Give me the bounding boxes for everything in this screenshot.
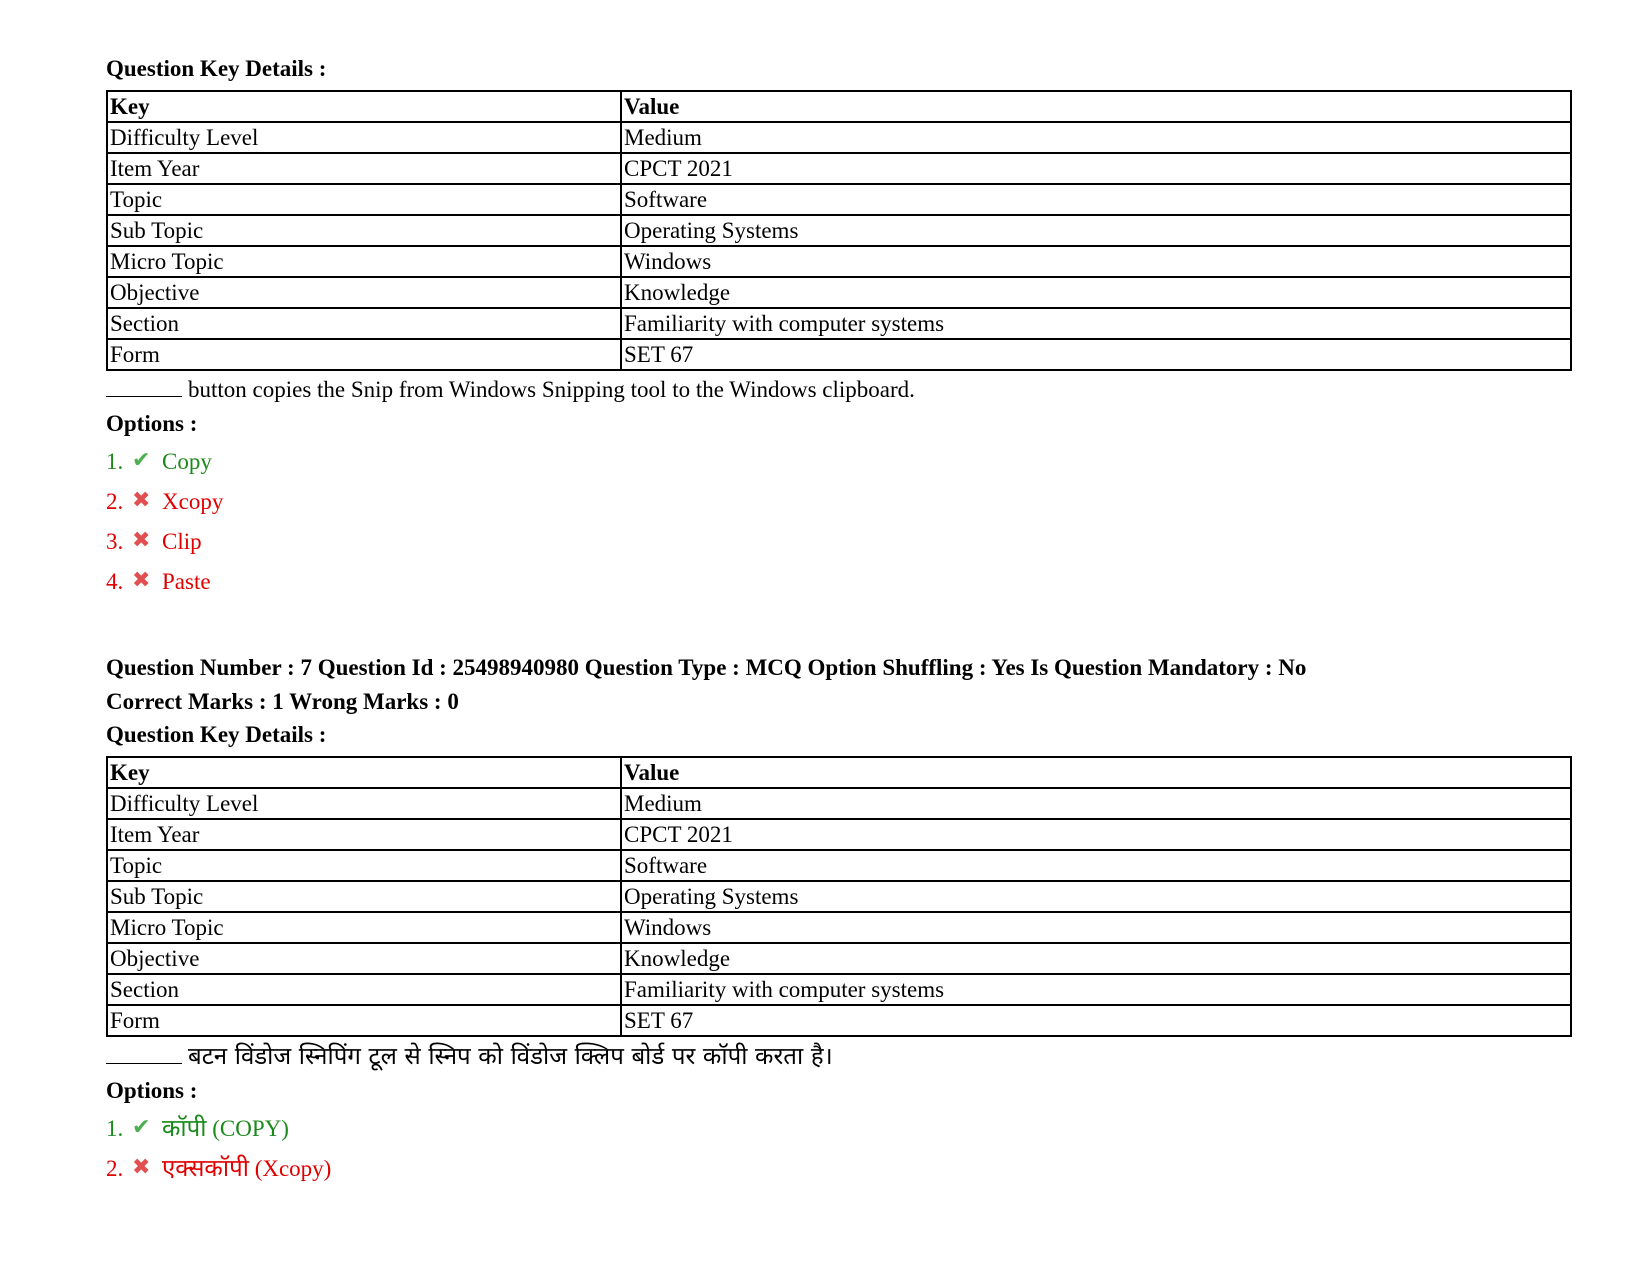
row-value: SET 67 (621, 1005, 1571, 1036)
question-text (106, 1039, 1576, 1074)
cross-icon: ✖ (132, 1154, 151, 1179)
option-number: 2. (106, 1156, 124, 1181)
option-item (106, 441, 1576, 481)
key-details-table (106, 756, 1572, 1037)
row-key: Item Year (107, 819, 621, 850)
key-details-table (106, 90, 1572, 371)
table-row (107, 1005, 1571, 1036)
row-value: Operating Systems (621, 881, 1571, 912)
option-text: Clip (162, 529, 202, 554)
check-icon: ✔ (132, 1114, 151, 1139)
key-details-heading: Question Key Details : (106, 722, 327, 747)
question-text-content: button copies the Snip from Windows Snipping tool to the Windows clipboard. (188, 377, 915, 402)
row-value: Medium (621, 788, 1571, 819)
option-text-english: (COPY) (212, 1116, 289, 1141)
table-row (107, 339, 1571, 370)
header-value: Value (621, 91, 1571, 122)
row-value: Windows (621, 246, 1571, 277)
option-text-hindi: कॉपी (162, 1114, 207, 1142)
table-row (107, 850, 1571, 881)
row-key: Form (107, 339, 621, 370)
row-value: Familiarity with computer systems (621, 308, 1571, 339)
table-row (107, 308, 1571, 339)
cross-icon: ✖ (132, 567, 151, 592)
table-row (107, 881, 1571, 912)
cross-icon: ✖ (132, 527, 151, 552)
row-key: Objective (107, 943, 621, 974)
table-row (107, 277, 1571, 308)
row-value: Operating Systems (621, 215, 1571, 246)
header-value: Value (621, 757, 1571, 788)
table-row (107, 788, 1571, 819)
table-row (107, 122, 1571, 153)
option-text-english: (Xcopy) (254, 1156, 332, 1181)
option-number: 4. (106, 569, 124, 594)
row-key: Objective (107, 277, 621, 308)
question-meta-line1: Question Number : 7 Question Id : 25498940980 Question Type : MCQ Option Shuffling : Yes Is Question Mandatory : No (106, 655, 1307, 680)
option-item (106, 521, 1576, 561)
question-text-content: बटन विंडोज स्निपिंग टूल से स्निप को विंडोज क्लिप बोर्ड पर कॉपी करता है। (188, 1042, 833, 1070)
table-row (107, 912, 1571, 943)
option-number: 2. (106, 489, 124, 514)
row-key: Section (107, 308, 621, 339)
row-key: Micro Topic (107, 246, 621, 277)
row-value: Windows (621, 912, 1571, 943)
document-page (106, 52, 1576, 1188)
options-heading: Options : (106, 1078, 198, 1103)
table-row (107, 974, 1571, 1005)
row-value: SET 67 (621, 339, 1571, 370)
question-meta-line2: Correct Marks : 1 Wrong Marks : 0 (106, 689, 459, 714)
row-value: CPCT 2021 (621, 153, 1571, 184)
options-heading: Options : (106, 411, 198, 436)
option-item (106, 1148, 1576, 1188)
check-icon: ✔ (132, 447, 151, 472)
option-item (106, 1108, 1576, 1148)
row-key: Micro Topic (107, 912, 621, 943)
row-value: Medium (621, 122, 1571, 153)
row-key: Sub Topic (107, 215, 621, 246)
option-number: 1. (106, 1116, 124, 1141)
key-details-heading: Question Key Details : (106, 56, 327, 81)
row-value: Software (621, 850, 1571, 881)
table-row (107, 153, 1571, 184)
option-number: 3. (106, 529, 124, 554)
table-row (107, 184, 1571, 215)
option-text-hindi: एक्सकॉपी (162, 1154, 249, 1182)
row-key: Difficulty Level (107, 788, 621, 819)
row-key: Section (107, 974, 621, 1005)
row-value: CPCT 2021 (621, 819, 1571, 850)
table-row (107, 819, 1571, 850)
row-key: Form (107, 1005, 621, 1036)
option-text: Copy (162, 449, 212, 474)
option-item (106, 481, 1576, 521)
table-row (107, 943, 1571, 974)
answer-blank (106, 376, 182, 397)
header-key: Key (107, 757, 621, 788)
table-header-row (107, 757, 1571, 788)
row-value: Knowledge (621, 943, 1571, 974)
table-row (107, 215, 1571, 246)
option-number: 1. (106, 449, 124, 474)
table-header-row (107, 91, 1571, 122)
option-item (106, 561, 1576, 601)
cross-icon: ✖ (132, 487, 151, 512)
option-text: Xcopy (162, 489, 224, 514)
answer-blank (106, 1043, 182, 1064)
row-key: Difficulty Level (107, 122, 621, 153)
row-value: Knowledge (621, 277, 1571, 308)
header-key: Key (107, 91, 621, 122)
row-key: Item Year (107, 153, 621, 184)
row-key: Sub Topic (107, 881, 621, 912)
option-text: Paste (162, 569, 211, 594)
row-value: Familiarity with computer systems (621, 974, 1571, 1005)
row-key: Topic (107, 184, 621, 215)
row-value: Software (621, 184, 1571, 215)
row-key: Topic (107, 850, 621, 881)
table-row (107, 246, 1571, 277)
question-text (106, 373, 1576, 407)
